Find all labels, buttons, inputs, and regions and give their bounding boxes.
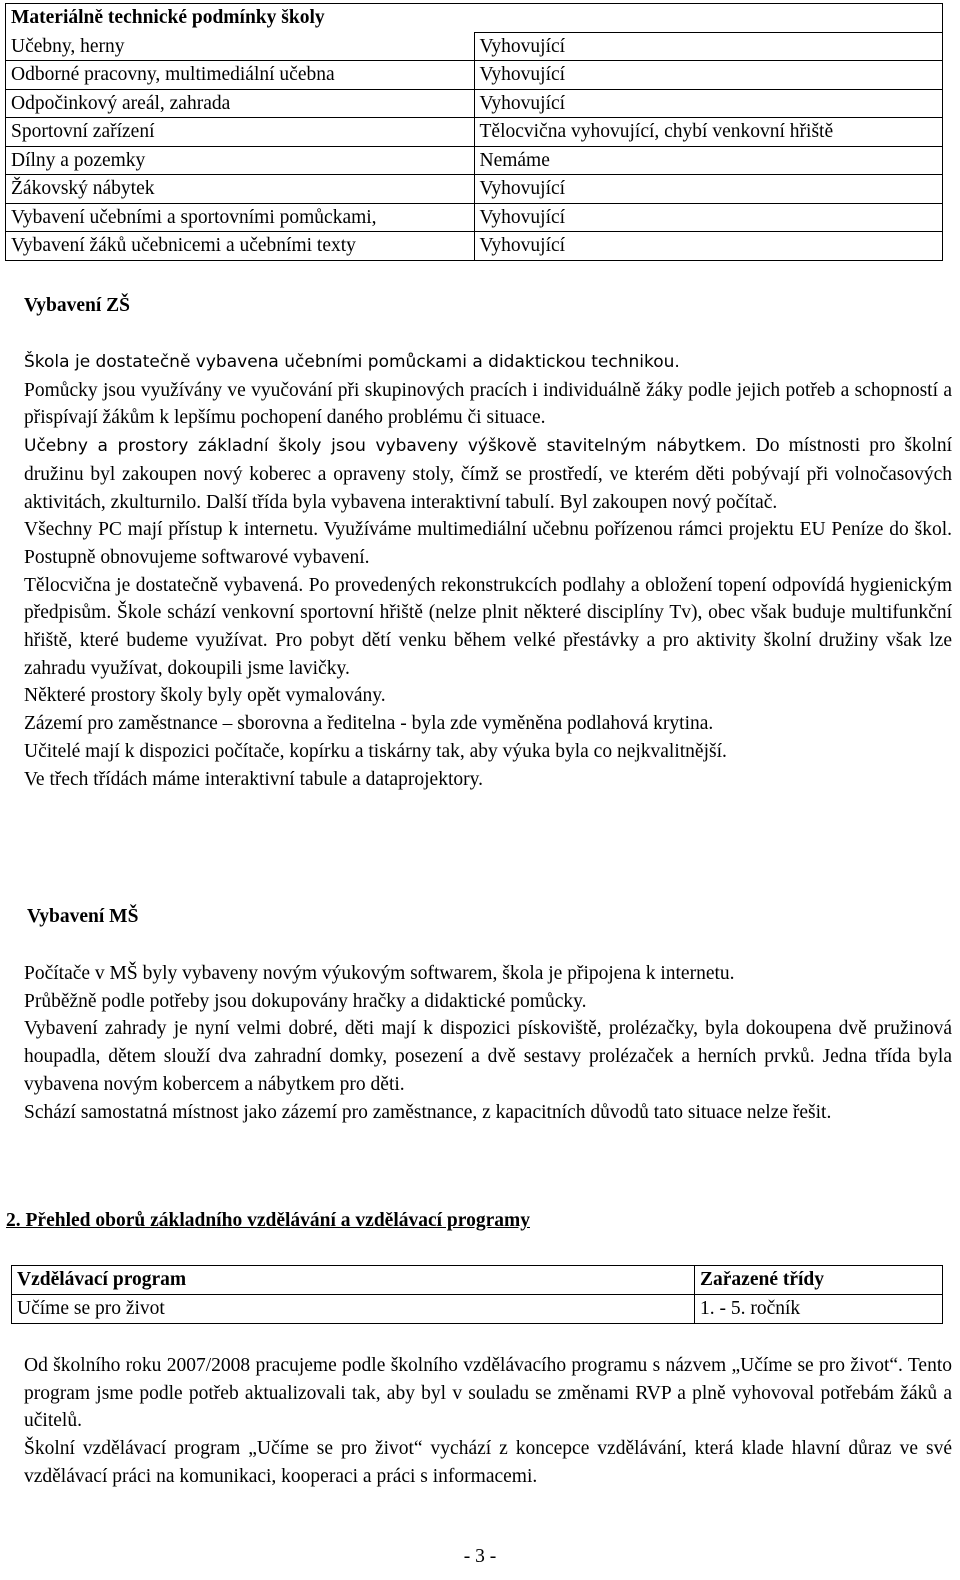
ms-paragraph: Počítače v MŠ byly vybaveny novým výukovým softwarem, škola je připojena k internetu. [24,963,735,984]
table-header-row [12,1266,943,1295]
table-row [6,146,943,175]
table-row [6,232,943,261]
zs-sentence: Učebny a prostory základní školy jsou vybaveny výškově stavitelným nábytkem. [24,436,747,457]
zs-sentence: Do místnosti pro školní družinu byl zakoupen nový koberec a opraveny stoly, čímž se prostředí, ve kterém děti pobývají při volnočasových aktivitách, zkulturnilo. Další třída byla vybavena interaktivní tabulí. Byl zakoupen nový počítač. [24,435,952,513]
zs-heading: Vybavení ZŠ [24,295,131,316]
zs-paragraph: Všechny PC mají přístup k internetu. Využíváme multimediální učebnu pořízenou rámci projektu EU Peníze do škol. Postupně obnovujeme softwarové vybavení. [24,519,952,568]
ms-paragraph: Průběžně podle potřeby jsou dokupovány hračky a didaktické pomůcky. [24,990,587,1012]
row-value: Vyhovující [474,89,943,118]
conditions-table [5,3,943,261]
program-table [11,1265,943,1324]
row-value: Nemáme [474,146,943,175]
classes-column-header: Zařazené třídy [695,1266,943,1295]
zs-paragraph: Škola je dostatečně vybavena učebními pomůckami a didaktickou technikou. [24,352,680,372]
table-header-row [6,4,943,33]
ms-heading: Vybavení MŠ [27,906,139,927]
table-row [6,89,943,118]
page-number: - 3 - [463,1546,497,1567]
zs-paragraph: Ve třech třídách máme interaktivní tabule a dataprojektory. [24,768,483,790]
conditions-table-title: Materiálně technické podmínky školy [6,4,943,33]
row-label: Odpočinkový areál, zahrada [6,89,475,118]
row-value: Tělocvična vyhovující, chybí venkovní hřiště [474,118,943,147]
row-label: Učebny, herny [6,32,475,61]
table-row [6,32,943,61]
chapter-heading: 2. Přehled oborů základního vzdělávání a vzdělávací programy [6,1210,530,1231]
ms-paragraph: Schází samostatná místnost jako zázemí pro zaměstnance, z kapacitních důvodů tato situace nelze řešit. [24,1101,832,1123]
zs-paragraph: Zázemí pro zaměstnance – sborovna a ředitelna - byla zde vyměněna podlahová krytina. [24,713,714,735]
chapter-paragraph: Školní vzdělávací program „Učíme se pro život“ vychází z koncepce vzdělávání, která klade hlavní důraz ve své vzdělávací práci na komunikaci, kooperaci a práci s informacemi. [24,1438,952,1487]
zs-paragraph [24,377,952,432]
chapter-paragraph: Od školního roku 2007/2008 pracujeme podle školního vzdělávacího programu s názvem „Učíme se pro život“. Tento program jsme podle potřeb aktualizovali tak, aby byl v souladu se změnami RVP a plně vyhovoval potřebám žáků a učitelů. [24,1355,952,1432]
table-row [6,118,943,147]
ms-paragraph: Vybavení zahrady je nyní velmi dobré, děti mají k dispozici pískoviště, prolézačky, byla dokoupena dvě pružinová houpadla, dětem slouží dva zahradní domky, posezení a dvě sestavy prolézaček a herních prvků. Jedna třída byla vybavena novým kobercem a nábytkem pro děti. [24,1018,952,1095]
zs-paragraph: Některé prostory školy byly opět vymalovány. [24,685,386,707]
row-label: Vybavení učebními a sportovními pomůckami, [6,203,475,232]
program-column-header: Vzdělávací program [12,1266,695,1295]
row-label: Vybavení žáků učebnicemi a učebními texty [6,232,475,261]
program-name-cell: Učíme se pro život [12,1295,695,1324]
row-value: Vyhovující [474,203,943,232]
row-label: Žákovský nábytek [6,175,475,204]
row-value: Vyhovující [474,32,943,61]
classes-cell: 1. - 5. ročník [695,1295,943,1324]
zs-paragraph: Učitelé mají k dispozici počítače, kopírku a tiskárny tak, aby výuka byla co nejkvalitnější. [24,740,727,762]
row-value: Vyhovující [474,232,943,261]
table-row [6,175,943,204]
row-value: Vyhovující [474,61,943,90]
ms-text-block [24,960,952,1126]
row-label: Sportovní zařízení [6,118,475,147]
zs-text-block [24,349,952,793]
table-row [6,203,943,232]
zs-paragraph: Tělocvična je dostatečně vybavená. Po provedených rekonstrukcích podlahy a obložení topení odpovídá hygienickým předpisům. Škole schází venkovní sportovní hřiště (nelze plnit některé disciplíny Tv), obec však buduje multifunkční hřiště, které budeme využívat. Pro pobyt dětí venku během velké přestávky a pro aktivity školní družiny však lze zahradu využívat, dokoupili jsme lavičky. [24,574,952,679]
zs-sentence: Pomůcky jsou využívány ve vyučování při skupinových pracích i individuálně žáky podle jejich potřeb a schopností a přispívají žákům k lepšímu pochopení daného problému či situace. [24,379,952,429]
row-value: Vyhovující [474,175,943,204]
row-label: Dílny a pozemky [6,146,475,175]
chapter-text-block [24,1352,952,1491]
row-label: Odborné pracovny, multimediální učebna [6,61,475,90]
table-row [6,61,943,90]
table-row [12,1295,943,1324]
zs-paragraph [24,432,952,516]
